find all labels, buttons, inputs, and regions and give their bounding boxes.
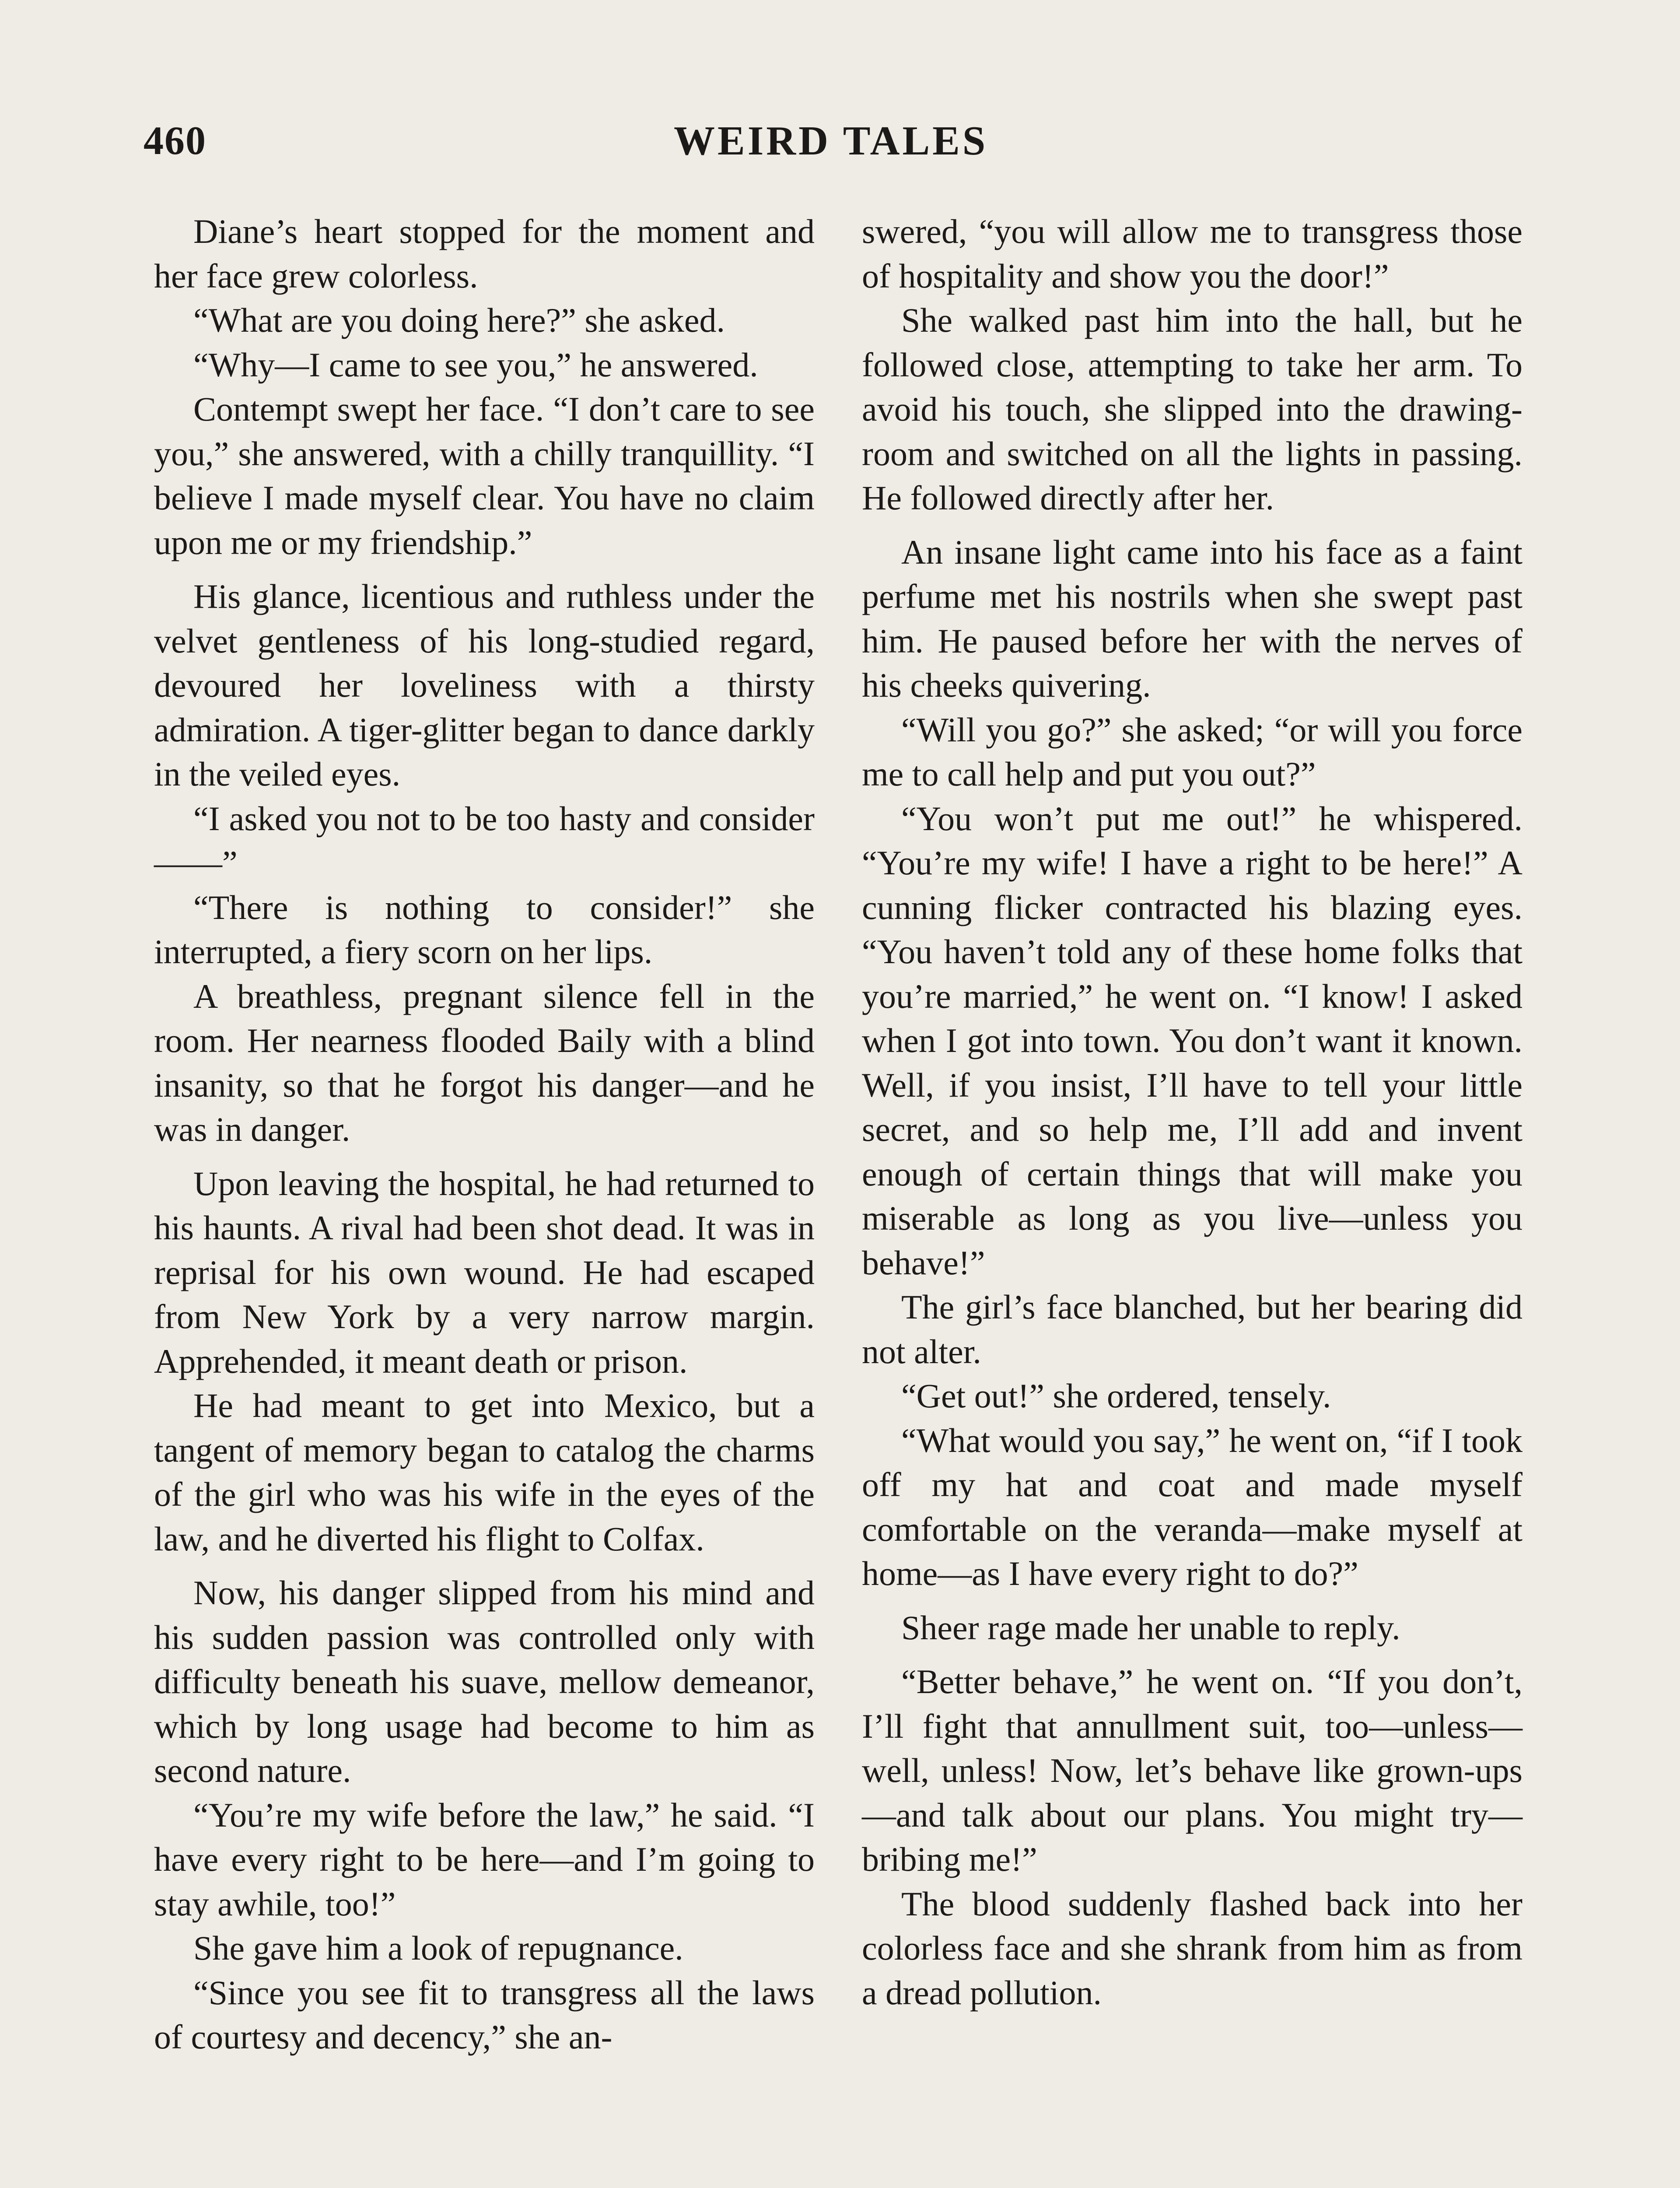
paragraph: “What are you doing here?” she asked.: [193, 301, 725, 339]
paragraph: “Why—I came to see you,” he answered.: [193, 345, 758, 384]
paragraph: She gave him a look of repugnance.: [193, 1929, 683, 1967]
paragraph: “You’re my wife before the law,” he said. “I have every right to be here—and I’m going to stay awhile, too!”: [154, 1795, 815, 1923]
paragraph: “Get out!” she ordered, tensely.: [901, 1377, 1331, 1415]
paragraph: swered, “you will allow me to transgress those of hospitality and show you the door!”: [862, 212, 1522, 295]
paragraph: His glance, licentious and ruthless under the velvet gentleness of his long-studied regard, devoured her loveliness with a thirsty admiration. A tiger-glitter began to dance darkly in the veiled eyes.: [154, 577, 815, 793]
right-column: [862, 209, 1522, 2015]
paragraph: He had meant to get into Mexico, but a tangent of memory began to catalog the charms of the girl who was his wife in the eyes of the law, and he diverted his flight to Colfax.: [154, 1386, 815, 1558]
paragraph: The blood suddenly flashed back into her colorless face and she shrank from him as from a dread pollution.: [862, 1884, 1522, 2012]
paragraph: Contempt swept her face. “I don’t care to see you,” she answered, with a chilly tranquillity. “I believe I made myself clear. You have no claim upon me or my friendship.”: [154, 390, 815, 561]
paragraph: Now, his danger slipped from his mind and his sudden passion was controlled only with difficulty beneath his suave, mellow demeanor, which by long usage had become to him as second nature.: [154, 1574, 815, 1789]
paragraph: “I asked you not to be too hasty and consider——”: [154, 799, 815, 882]
paragraph: “You won’t put me out!” he whispered. “You’re my wife! I have a right to be here!” A cunning flicker contracted his blazing eyes. “You haven’t told any of these home folks that you’re married,” he went on. “I know! I asked when I got into town. You don’t want it known. Well, if you insist, I’ll have to tell your little secret, and so help me, I’ll add and invent enough of certain things that will make you miserable as long as you live—unless you behave!”: [862, 799, 1522, 1282]
paragraph: Upon leaving the hospital, he had returned to his haunts. A rival had been shot dead. It was in reprisal for his own wound. He had escaped from New York by a very narrow margin. Apprehended, it meant death or prison.: [154, 1164, 815, 1380]
paragraph: She walked past him into the hall, but he followed close, attempting to take her arm. To avoid his touch, she slipped into the drawing-room and switched on all the lights in passing. He followed directly after her.: [862, 301, 1522, 517]
paragraph: The girl’s face blanched, but her bearing did not alter.: [862, 1288, 1522, 1371]
paragraph: “What would you say,” he went on, “if I took off my hat and coat and made myself comfortable on the veranda—make myself at home—as I have every right to do?”: [862, 1421, 1522, 1592]
paragraph: “Since you see fit to transgress all the laws of courtesy and decency,” she an-: [154, 1973, 815, 2056]
paragraph: “Will you go?” she asked; “or will you force me to call help and put you out?”: [862, 710, 1522, 793]
running-head-title: WEIRD TALES: [674, 118, 988, 164]
paragraph: A breathless, pregnant silence fell in the room. Her nearness flooded Baily with a blind insanity, so that he forgot his danger—and he was in danger.: [154, 977, 815, 1148]
paragraph: An insane light came into his face as a faint perfume met his nostrils when she swept past him. He paused before her with the nerves of his cheeks quivering.: [862, 533, 1522, 704]
left-column: [154, 209, 815, 2059]
paragraph: Sheer rage made her unable to reply.: [901, 1608, 1400, 1647]
page-number: 460: [144, 118, 206, 163]
paragraph: “There is nothing to consider!” she interrupted, a fiery scorn on her lips.: [154, 888, 815, 971]
paragraph: “Better behave,” he went on. “If you don’t, I’ll fight that annullment suit, too—unless—well, unless! Now, let’s behave like grown-ups—and talk about our plans. You might try—bribing me!”: [862, 1662, 1522, 1878]
paragraph: Diane’s heart stopped for the moment and her face grew colorless.: [154, 212, 815, 295]
